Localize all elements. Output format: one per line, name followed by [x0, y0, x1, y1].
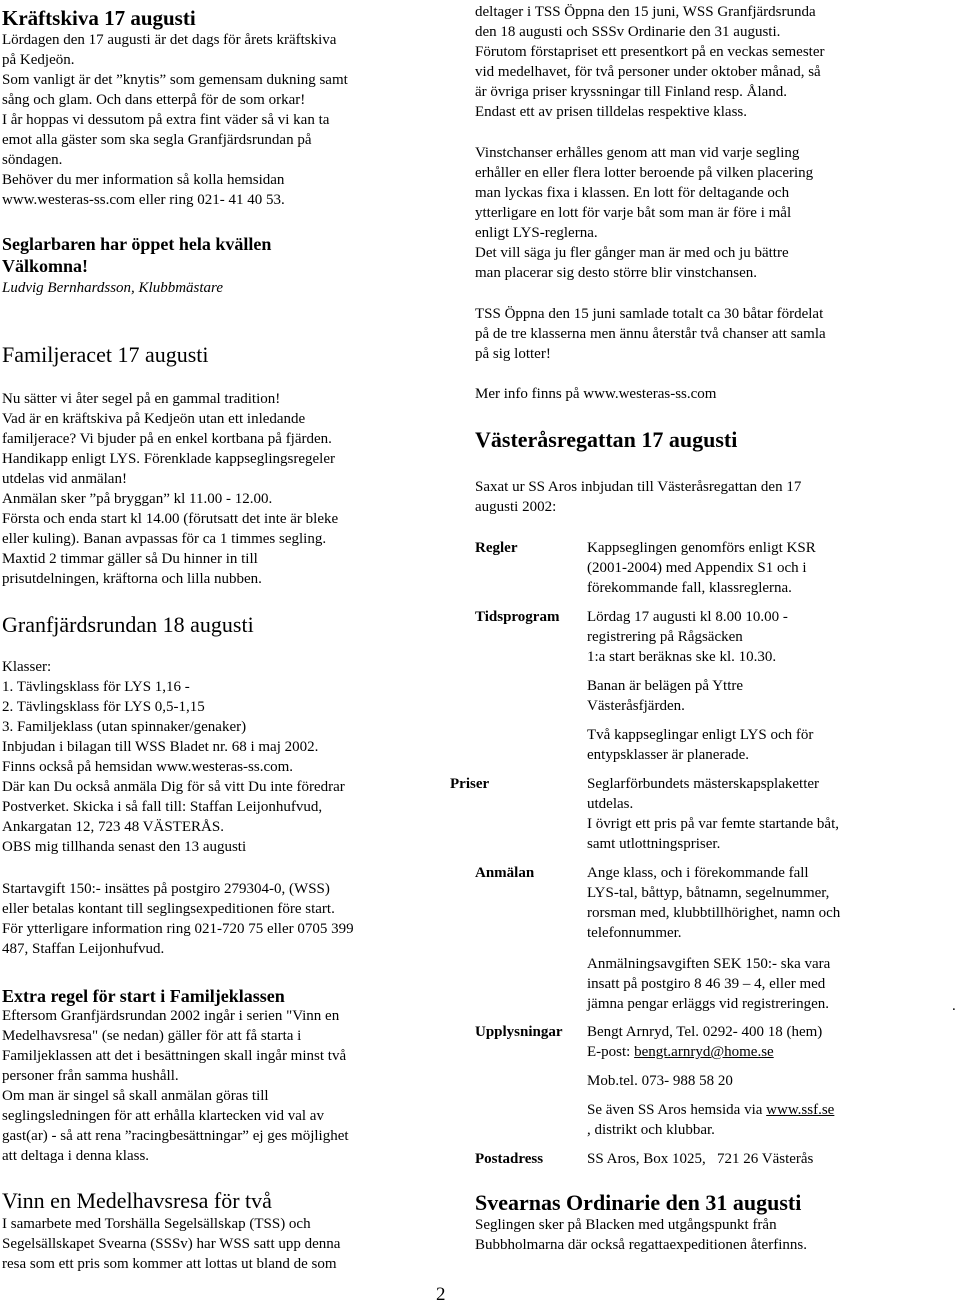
vasterasregattan-title: Västeråsregattan 17 augusti	[475, 427, 738, 452]
priser-label: Priser	[450, 776, 490, 792]
startavgift-text: Startavgift 150:- insättes på postgiro 279304-0, (WSS) eller betalas kontant till seglingsexpeditionen före start. För ytterligare information ring 021-720 75 eller 0705 399 487, Staffan Leijonhufvud.	[2, 881, 354, 957]
ssf-link[interactable]: www.ssf.se	[766, 1102, 835, 1118]
anmalan-label: Anmälan	[475, 865, 535, 881]
vinstchanser-text: Vinstchanser erhålles genom att man vid varje segling erhåller en eller flera lotter beroende på vilken placering man lyckas fixa i klassen. En lott för deltagande och ytterligare en lott för varje båt som man är före i mål enligt LYS-reglerna. Det vill säga ju fler gånger man är med och ju bättre man placerar sig desto större blir vinstchansen.	[475, 145, 814, 281]
familjeracet-body: Nu sätter vi åter segel på en gammal tradition! Vad är en kräftskiva på Kedjeön utan ett inledande familjerace? Vi bjuder på en enkel kortbana på fjärden. Handikapp enligt LYS. Förenklade kappseglingsregeler utdelas vid anmälan! Anmälan sker ”på bryggan” kl 11.00 - 12.00. Första och enda start kl 14.00 (förutsatt det inte är bleke eller kuling). Banan avpassas för ca 1 timmes segling. Maxtid 2 timmar gäller så Du hinner in till prisutdelningen, kräftorna och lilla nubben.	[2, 391, 339, 587]
more-info-text: Mer info finns på www.westeras-ss.com	[475, 386, 717, 402]
tss-oppna-text: TSS Öppna den 15 juni samlade totalt ca 30 båtar fördelat på de tre klasserna men ännu återstår två chanser att samla på sig lotter!	[475, 306, 826, 362]
page-number: 2	[436, 1284, 446, 1305]
regler-label: Regler	[475, 540, 518, 556]
seglarbaren-text: Seglarbaren har öppet hela kvällen Välkomna!	[2, 234, 272, 276]
upplysningar-contact: Bengt Arnryd, Tel. 0292- 400 18 (hem)	[587, 1024, 823, 1040]
vasterasregattan-intro: Saxat ur SS Aros inbjudan till Västeråsregattan den 17 augusti 2002:	[475, 479, 802, 515]
regler-text: Kappseglingen genomförs enligt KSR (2001-2004) med Appendix S1 och i förekommande fall, klassreglerna.	[587, 540, 816, 596]
se-aven-suffix: , distrikt och klubbar.	[587, 1122, 715, 1138]
granfjardsrundan-body: Klasser: 1. Tävlingsklass för LYS 1,16 - 2. Tävlingsklass för LYS 0,5-1,15 3. Familjeklass (utan spinnaker/genaker) Inbjudan i bilagan till WSS Bladet nr. 68 i maj 2002. Finns också på hemsidan www.westeras-ss.com. Där kan Du också anmäla Dig för så vitt Du inte föredrar Postverket. Skicka i så fall till: Staffan Leijonhufvud, Ankargatan 12, 723 48 VÄSTERÅS. OBS mig tillhanda senast den 13 augusti	[2, 659, 345, 855]
banan-text: Banan är belägen på Yttre Västeråsfjärden.	[587, 678, 744, 714]
se-aven-prefix: Se även SS Aros hemsida via	[587, 1102, 767, 1118]
extra-regel-title: Extra regel för start i Familjeklassen	[2, 986, 285, 1006]
svearna-body: Seglingen sker på Blacken med utgångspunkt från Bubbholmarna där också regattaexpeditionen återfinns.	[475, 1217, 807, 1253]
kraftskiva-body: Lördagen den 17 augusti är det dags för årets kräftskiva på Kedjeön. Som vanligt är det ”knytis” som gemensam dukning samt sång och glam. Och dans etterpå för de som orkar! I år hoppas vi dessutom på extra fint väder så vi kan ta emot alla gäster som ska segla Granfjärdsrundan på söndagen. Behöver du mer information så kolla hemsidan www.westeras-ss.com eller ring 021- 41 40 53.	[2, 32, 348, 208]
anmalan-text: Ange klass, och i förekommande fall LYS-tal, båttyp, båtnamn, segelnummer, rorsman med, klubbtillhörighet, namn och telefonnummer.	[587, 865, 841, 941]
upplysningar-label: Upplysningar	[475, 1024, 563, 1040]
postadress-label: Postadress	[475, 1151, 544, 1167]
medelhavsresa-continued: deltager i TSS Öppna den 15 juni, WSS Granfjärdsrunda den 18 augusti och SSSv Ordinarie den 31 augusti. Förutom förstapriset ett presentkort på en veckas semester vid medelhavet, för två personer under oktober månad, så är övriga priser kryssningar till Finland resp. Åland. Endast ett av prisen tilldelas respektive klass.	[475, 4, 825, 120]
familjeracet-title: Familjeracet 17 augusti	[2, 342, 209, 367]
stray-dot: .	[952, 998, 956, 1014]
tva-kappseglingar-text: Två kappseglingar enligt LYS och för entypsklasser är planerade.	[587, 727, 814, 763]
vinn-body: I samarbete med Torshälla Segelsällskap (TSS) och Segelsällskapet Svearna (SSSv) har WSS satt upp denna resa som ett pris som kommer att lottas ut bland de som	[2, 1216, 341, 1272]
vinn-title: Vinn en Medelhavsresa för två	[2, 1188, 272, 1213]
extra-regel-body: Eftersom Granfjärdsrundan 2002 ingår i serien "Vinn en Medelhavsresa" (se nedan) gäller för att få starta i Familjeklassen att det i besättningen skall ingår minst två personer från samma hushåll. Om man är singel så skall anmälan göras till seglingsledningen för att erhålla klartecken vid val av gast(ar) - så att rena ”racingbesättningar” ej ges möjlighet att deltaga i denna klass.	[2, 1008, 349, 1164]
granfjardsrundan-title: Granfjärdsrundan 18 augusti	[2, 612, 254, 637]
postadress-text: SS Aros, Box 1025, 721 26 Västerås	[587, 1151, 814, 1167]
tidsprogram-label: Tidsprogram	[475, 609, 560, 625]
mobil-text: Mob.tel. 073- 988 58 20	[587, 1073, 733, 1089]
svearna-title: Svearnas Ordinarie den 31 augusti	[475, 1190, 802, 1215]
tidsprogram-line1: Lördag 17 augusti kl 8.00 10.00 -	[587, 609, 788, 625]
kraftskiva-title: Kräftskiva 17 augusti	[2, 6, 196, 30]
epost-link[interactable]: bengt.arnryd@home.se	[634, 1044, 774, 1060]
tidsprogram-rest: registrering på Rågsäcken 1:a start beräknas ske kl. 10.30.	[587, 629, 777, 665]
signature: Ludvig Bernhardsson, Klubbmästare	[2, 280, 223, 296]
epost-line	[587, 1042, 774, 1062]
se-aven-text	[587, 1100, 907, 1140]
anmalningsavgift-text: Anmälningsavgiften SEK 150:- ska vara insatt på postgiro 8 46 39 – 4, eller med jämna pengar erläggs vid registreringen.	[587, 956, 831, 1012]
epost-label: E-post:	[587, 1044, 635, 1060]
priser-text: Seglarförbundets mästerskapsplaketter utdelas. I övrigt ett pris på var femte startande båt, samt utlottningspriser.	[587, 776, 839, 852]
